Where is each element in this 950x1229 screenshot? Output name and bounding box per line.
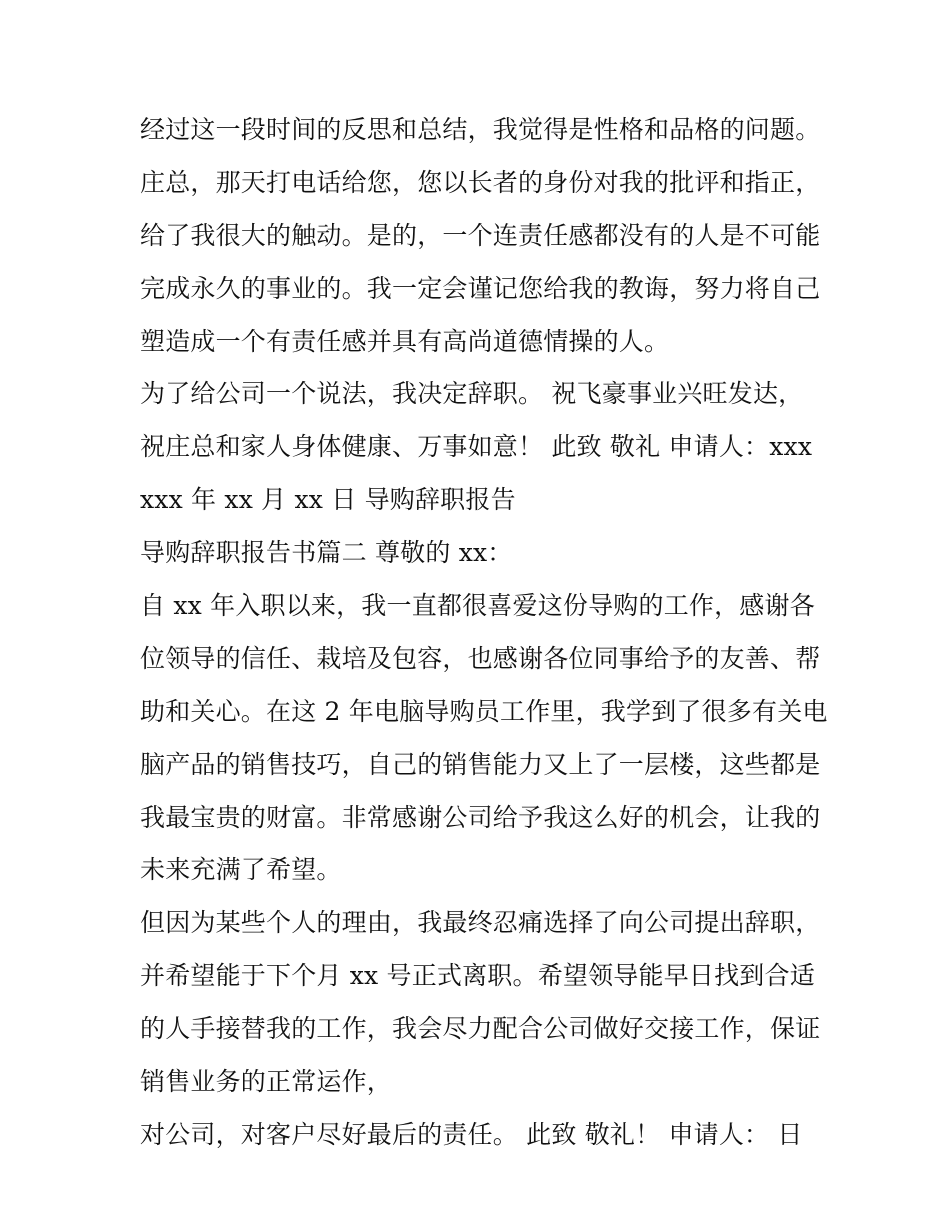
text-line: 经过这一段时间的反思和总结，我觉得是性格和品格的问题。 [140, 115, 821, 144]
text-line: 自 xx 年入职以来，我一直都很喜爱这份导购的工作，感谢各 [140, 591, 815, 621]
text-line: 助和关心。在这 2 年电脑导购员工作里，我学到了很多有关电 [140, 696, 828, 726]
text-line: xxx 年 xx 月 xx 日 导购辞职报告 [140, 485, 516, 515]
text-line: 销售业务的正常运作， [140, 1067, 393, 1097]
text-line: 位领导的信任、栽培及包容，也感谢各位同事给予的友善、帮 [140, 643, 821, 673]
text-line: 为了给公司一个说法，我决定辞职。 祝飞豪事业兴旺发达， [140, 379, 804, 409]
document-body [140, 108, 830, 1166]
text-line: 脑产品的销售技巧，自己的销售能力又上了一层楼，这些都是 [140, 749, 821, 779]
text-line: 的人手接替我的工作，我会尽力配合公司做好交接工作，保证 [140, 1014, 821, 1044]
text-line: 祝庄总和家人身体健康、万事如意！ 此致 敬礼 申请人：xxx [140, 432, 813, 462]
text-line: 我最宝贵的财富。非常感谢公司给予我这么好的机会，让我的 [140, 802, 821, 832]
text-line: 塑造成一个有责任感并具有高尚道德情操的人。 [140, 326, 670, 356]
text-line: 导购辞职报告书篇二 尊敬的 xx： [140, 538, 513, 568]
text-line: 并希望能于下个月 xx 号正式离职。希望领导能早日找到合适 [140, 961, 815, 991]
text-line: 未来充满了希望。 [140, 855, 342, 885]
text-line: 庄总，那天打电话给您，您以长者的身份对我的批评和指正， [140, 167, 821, 197]
text-line: 对公司，对客户尽好最后的责任。 此致 敬礼！ 申请人： 日 [140, 1119, 803, 1149]
text-line: 给了我很大的触动。是的，一个连责任感都没有的人是不可能 [140, 220, 821, 250]
text-line: 但因为某些个人的理由，我最终忍痛选择了向公司提出辞职， [140, 908, 821, 938]
text-line: 完成永久的事业的。我一定会谨记您给我的教诲，努力将自己 [140, 273, 821, 303]
